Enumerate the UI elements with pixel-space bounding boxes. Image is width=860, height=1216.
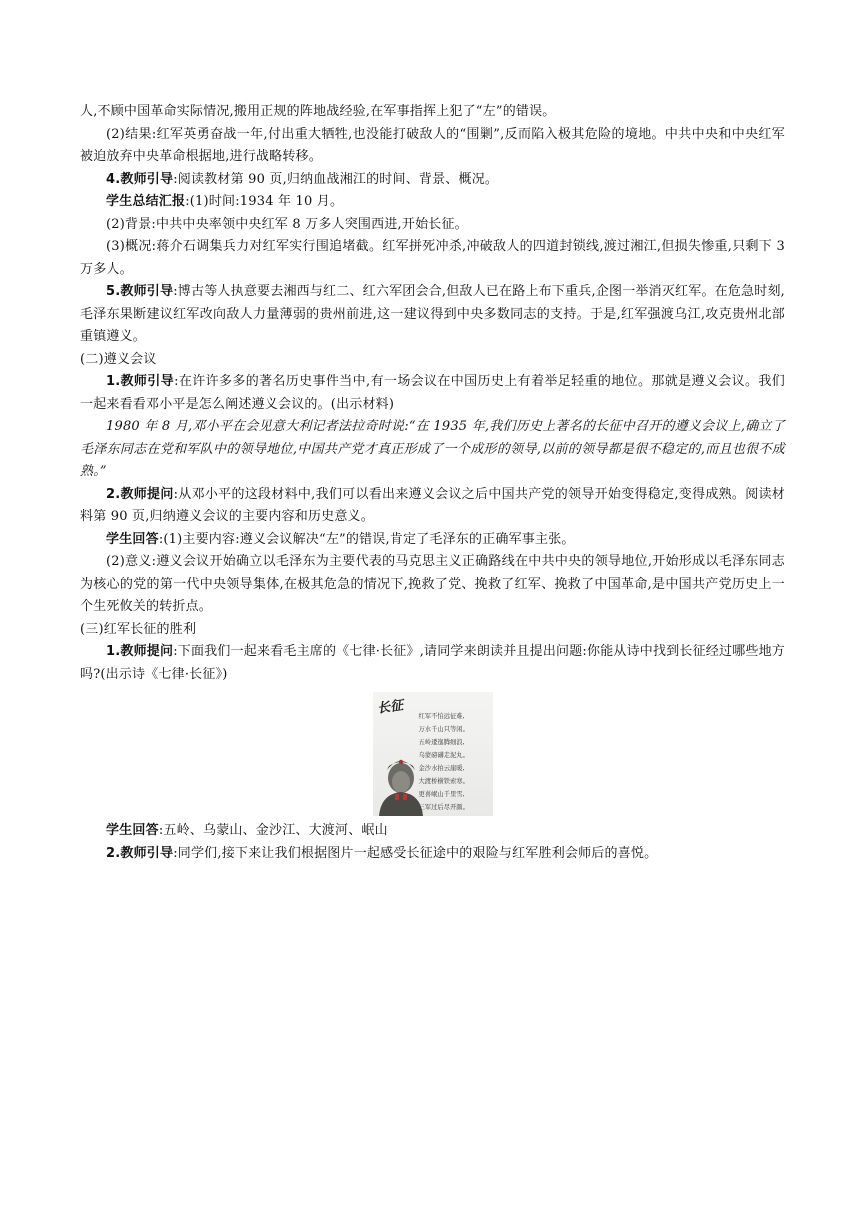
- paragraph: [80, 416, 785, 484]
- poem-line: 大渡桥横铁索寒。: [418, 778, 469, 785]
- poem-line: 金沙水拍云崖暖,: [418, 765, 465, 772]
- long-march-poem-image: [373, 692, 493, 816]
- paragraph: [80, 281, 785, 349]
- paragraphs-after-figure: [80, 820, 785, 865]
- poem-line: 三军过后尽开颜。: [418, 804, 469, 811]
- paragraph-label: 2.教师引导: [106, 845, 174, 861]
- paragraph: [80, 820, 785, 843]
- paragraph-label: 1.教师提问: [106, 644, 174, 659]
- paragraph-text: (2)背景:中共中央率领中央红军 8 万多人突围西进,开始长征。: [106, 216, 468, 232]
- paragraph-text: :博古等人执意要去湘西与红二、红六军团会合,但敌人已在路上布下重兵,企图一举消灭红军。在危急时刻,毛泽东果断建议红军改向敌人力量薄弱的贵州前进,这一建议得到中央多数同志的支持。于是,红军强渡乌江,攻克贵州北部重镇遵义。: [80, 284, 786, 344]
- paragraph-text: (2)意义:遵义会议开始确立以毛泽东为主要代表的马克思主义正确路线在中共中央的领导地位,开始形成以毛泽东同志为核心的党的第一代中央领导集体,在极其危急的情况下,挽救了党、挽救了红军、挽救了中国革命,是中国共产党历史上一个生死攸关的转折点。: [80, 554, 785, 614]
- paragraph: [80, 619, 785, 642]
- poem-line: 更喜岷山千里雪,: [418, 791, 465, 798]
- paragraph: [80, 236, 785, 281]
- paragraph-text: :下面我们一起来看毛主席的《七律·长征》,请同学来朗读并且提出问题:你能从诗中找到长征经过哪些地方吗?(出示诗《七律·长征》): [80, 644, 786, 682]
- paragraph: [80, 529, 785, 552]
- paragraph-text: :(1)主要内容:遵义会议解决“左”的错误,肯定了毛泽东的正确军事主张。: [158, 531, 575, 547]
- paragraph-label: 1.教师引导: [106, 374, 175, 389]
- paragraph: [80, 214, 785, 237]
- paragraph: [80, 101, 785, 124]
- paragraph-text: (3)概况:蒋介石调集兵力对红军实行围追堵截。红军拼死冲杀,冲破敌人的四道封锁线,渡过湘江,但损失惨重,只剩下 3 万多人。: [80, 239, 785, 277]
- paragraph-text: :从邓小平的这段材料中,我们可以看出来遵义会议之后中国共产党的领导开始变得稳定,变得成熟。阅读材料第 90 页,归纳遵义会议的主要内容和历史意义。: [80, 486, 785, 524]
- paragraph: [80, 169, 785, 192]
- paragraph-text: :同学们,接下来让我们根据图片一起感受长征途中的艰险与红军胜利会师后的喜悦。: [173, 845, 658, 861]
- paragraph-label: 4.教师引导: [106, 171, 174, 187]
- paragraph-label: 5.教师引导: [106, 284, 174, 299]
- paragraph: [80, 843, 785, 866]
- poem-lines: [419, 710, 491, 814]
- paragraph-text: :阅读教材第 90 页,归纳血战湘江的时间、背景、概况。: [173, 171, 499, 187]
- poem-line: 万水千山只等闲。: [418, 726, 469, 733]
- paragraph-label: 学生回答: [106, 823, 159, 838]
- poem-line: 乌蒙磅礴走泥丸。: [418, 752, 469, 759]
- paragraph: [80, 484, 785, 529]
- paragraph-text: (2)结果:红军英勇奋战一年,付出重大牺牲,也没能打破敌人的“围剿”,反而陷入极其危险的境地。中共中央和中央红军被迫放弃中央革命根据地,进行战略转移。: [80, 126, 785, 164]
- paragraph-text: (二)遵义会议: [80, 351, 157, 367]
- poem-title-calligraphy: 长征: [375, 698, 404, 717]
- lesson-text: [80, 101, 785, 865]
- paragraph: [80, 124, 785, 169]
- paragraph: [80, 349, 785, 372]
- paragraph-label: 学生总结汇报: [106, 194, 186, 209]
- paragraph: [80, 371, 785, 416]
- paragraph-text: 1980 年 8 月,邓小平在会见意大利记者法拉奇时说:“在 1935 年,我们历史上著名的长征中召开的遵义会议上,确立了毛泽东同志在党和军队中的领导地位,中国共产党才真正形成了一个成形的领导,以前的领导都是很不稳定的,而且也很不成熟。”: [80, 419, 785, 479]
- poem-line: 五岭逶迤腾细浪,: [418, 739, 465, 746]
- paragraph-text: (三)红军长征的胜利: [80, 621, 197, 637]
- poem-line: 红军不怕远征难,: [418, 713, 465, 720]
- paragraph-text: :在许许多多的著名历史事件当中,有一场会议在中国历史上有着举足轻重的地位。那就是遵义会议。我们一起来看看邓小平是怎么阐述遵义会议的。(出示材料): [80, 374, 785, 412]
- paragraph: [80, 551, 785, 619]
- paragraph-text: :五岭、乌蒙山、金沙江、大渡河、岷山: [158, 823, 388, 838]
- paragraph-text: 人,不顾中国革命实际情况,搬用正规的阵地战经验,在军事指挥上犯了“左”的错误。: [80, 104, 556, 119]
- paragraph: [80, 191, 785, 214]
- paragraph-label: 学生回答: [106, 531, 159, 547]
- poem-figure-wrap: [80, 692, 785, 816]
- paragraphs-before-figure: [80, 101, 785, 686]
- paragraph-label: 2.教师提问: [106, 486, 174, 502]
- paragraph-text: :(1)时间:1934 年 10 月。: [185, 194, 344, 209]
- paragraph: [80, 641, 785, 686]
